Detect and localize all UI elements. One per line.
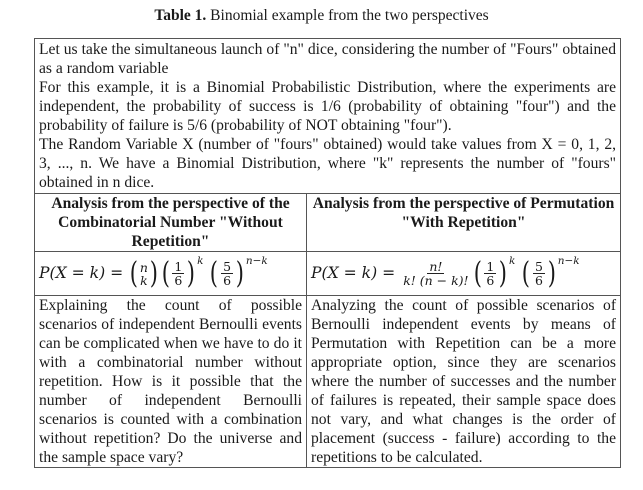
permutation-formula: P(X = k) = $\frac{n!}{k! (n - k)!}$ ( $\frac{1}{6}$ ) $^k$ ( $\frac{5}{6}$ ) $^{n-k}$ (311, 255, 580, 291)
header-permutation: Analysis from the perspective of Permutation "With Repetition" (307, 194, 621, 252)
formula-combinatorial (35, 252, 307, 296)
header-combinatorial: Analysis from the perspective of the Combinatorial Number "Without Repetition" (35, 194, 307, 252)
binomial-coefficient: n k (139, 259, 148, 288)
fraction-factorial: $\frac{n!}{k! (n - k)!}$ (403, 259, 469, 288)
table-caption (0, 0, 643, 30)
binomial-table (34, 38, 621, 468)
formula-permutation (307, 252, 621, 296)
body-combinatorial: Explaining the count of possible scenarios of independent Bernoulli events can be complicated when we have to do it with a combinatorial number without repetition. How is it possible that the number of independent Bernoulli scenarios is counted with a combination without repetition? Do the universe and the sample space vary? (35, 296, 307, 468)
caption-label: Table 1. (154, 7, 207, 24)
caption-text: Binomial example from the two perspectives (210, 7, 489, 24)
formula-lhs: P(X = k) = (39, 264, 124, 282)
intro-paragraph-2: For this example, it is a Binomial Probabilistic Distribution, where the experiments are independent, the probability of success is 1/6 (probability of obtaining "four") and the probability of failure is 5/6 (probability of NOT obtaining "four"). (39, 79, 617, 134)
intro-paragraph-3: The Random Variable X (number of "fours" obtained) would take values from X = 0, 1, 2, 3, ..., n. We have a Binomial Distribution, where "k" represents the number of "fours" obtained in n dice. (39, 136, 617, 191)
intro-paragraph-1: Let us take the simultaneous launch of "n" dice, considering the number of "Fours" obtained as a random variable (39, 41, 617, 77)
intro-cell (35, 39, 621, 194)
fraction-one-sixth: $\frac{1}{6}$ (174, 259, 183, 288)
fraction-five-sixths: $\frac{5}{6}$ (223, 259, 232, 288)
body-permutation: Analyzing the count of possible scenarios of Bernoulli independent events by means of Permutation with Repetition can be a more appropriate option, since they are scenarios where the number of successes and the number of failures is repeated, their sample space does not vary, and what changes is the order of placement (success - failure) according to the repetitions to be calculated. (307, 296, 621, 468)
binomial-formula: P(X = k) = ( n k ) ( $\frac{1}{6}$ ) $^k$ ( $\frac{5}{6}$ ) $^{n-k}$ (39, 255, 268, 291)
